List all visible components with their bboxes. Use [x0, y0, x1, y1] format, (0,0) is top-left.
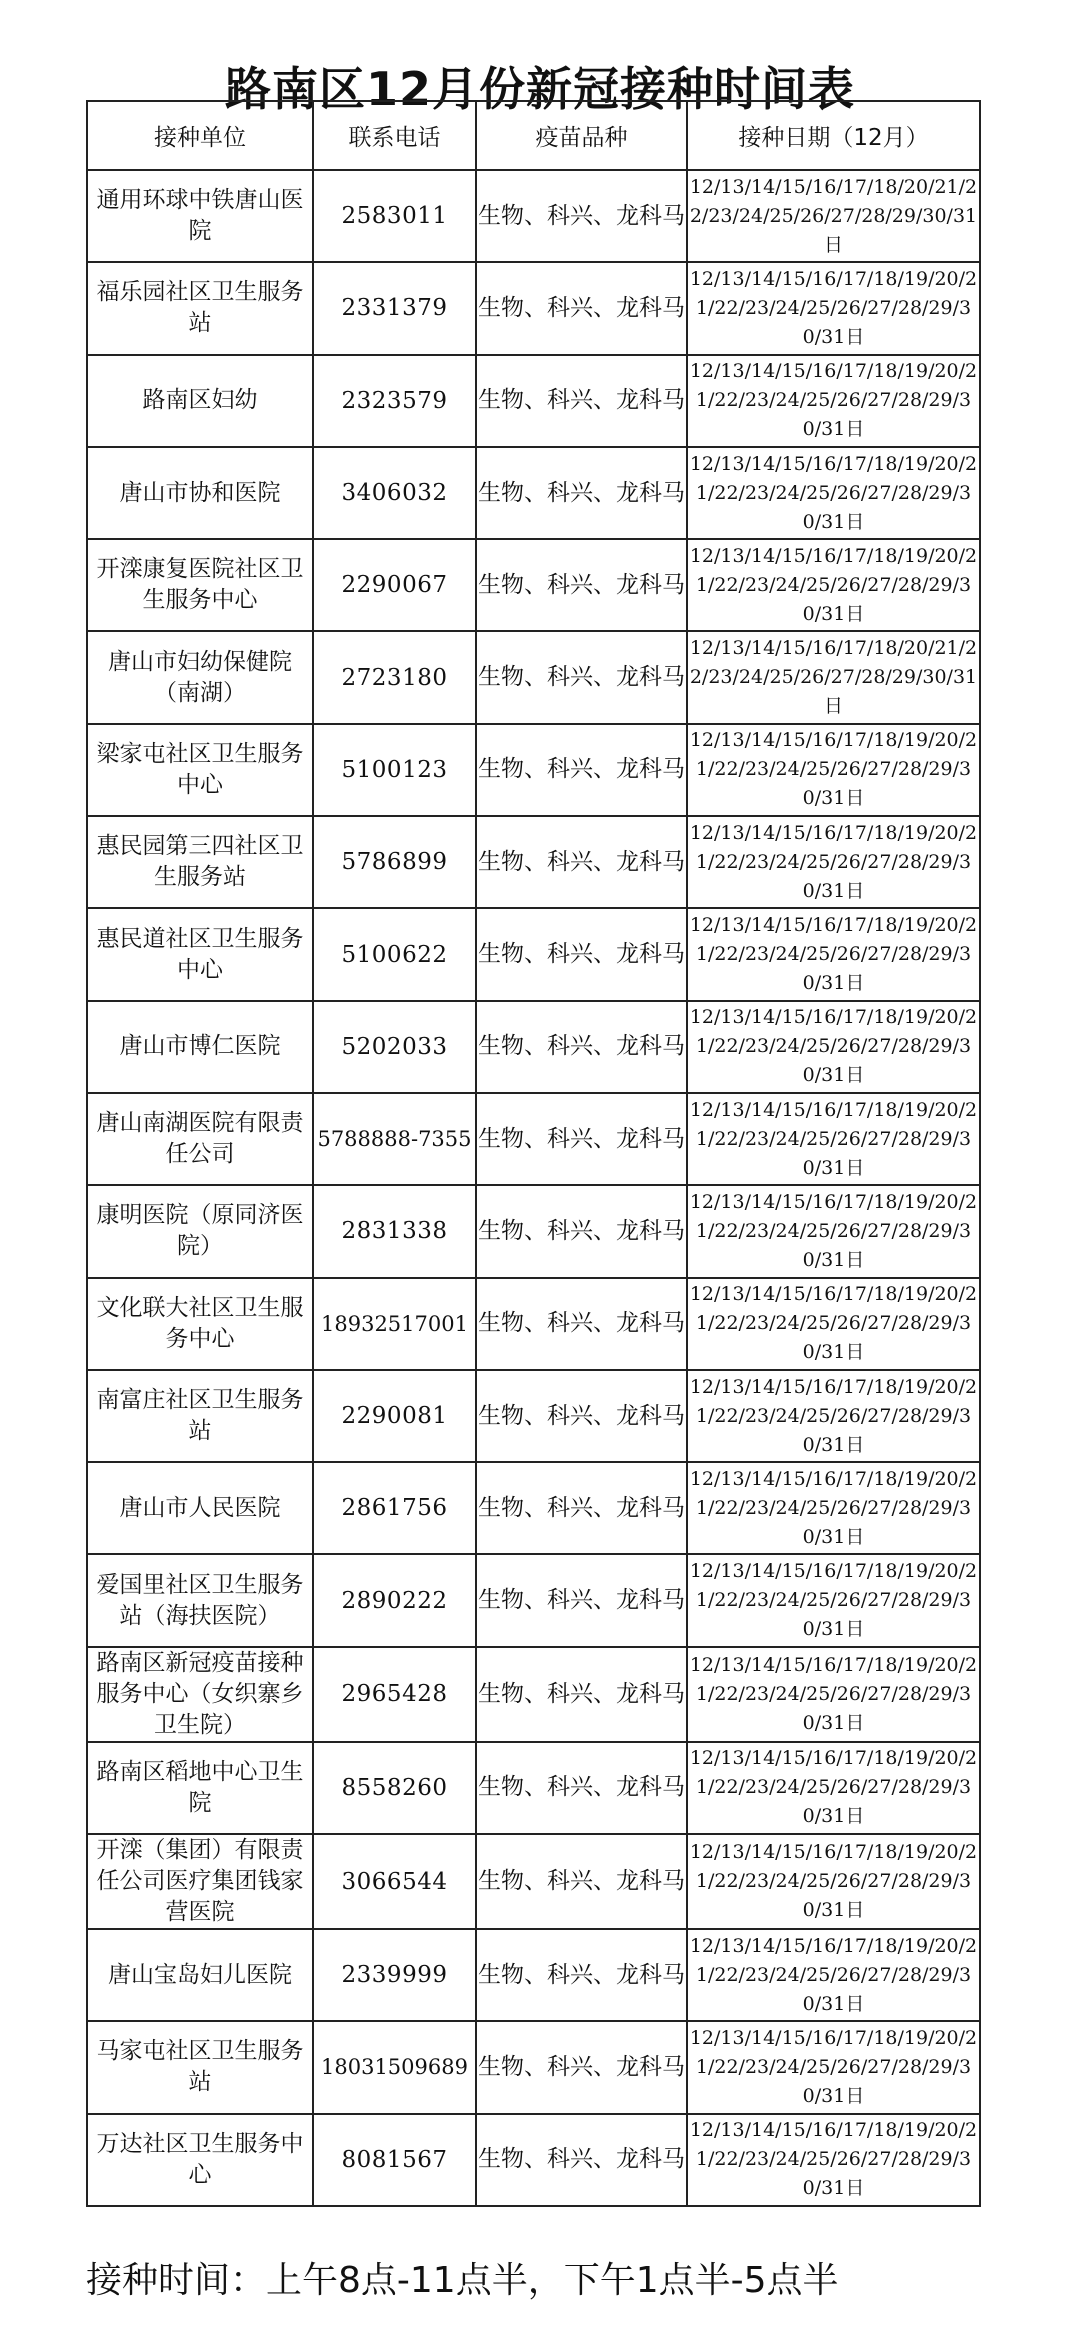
cell-dates: 12/13/14/15/16/17/18/19/20/21/22/23/24/25/26/27/28/29/30/31日: [687, 1834, 980, 1929]
cell-vaccine: 生物、科兴、龙科马: [476, 1554, 687, 1646]
cell-dates: 12/13/14/15/16/17/18/19/20/21/22/23/24/25/26/27/28/29/30/31日: [687, 1278, 980, 1370]
cell-dates: 12/13/14/15/16/17/18/19/20/21/22/23/24/25/26/27/28/29/30/31日: [687, 724, 980, 816]
header-unit: 接种单位: [87, 101, 313, 170]
cell-phone: 2723180: [313, 631, 476, 723]
table-row: [87, 908, 980, 1000]
cell-vaccine: 生物、科兴、龙科马: [476, 1185, 687, 1277]
cell-unit: 唐山市协和医院: [87, 447, 313, 539]
page-title: 路南区12月份新冠接种时间表: [224, 61, 855, 116]
cell-phone: 2331379: [313, 262, 476, 354]
cell-vaccine: 生物、科兴、龙科马: [476, 355, 687, 447]
cell-phone: 18031509689: [313, 2021, 476, 2113]
cell-vaccine: 生物、科兴、龙科马: [476, 2021, 687, 2113]
table-row: [87, 1370, 980, 1462]
cell-phone: 5788888-7355: [313, 1093, 476, 1185]
cell-unit: 开滦康复医院社区卫生服务中心: [87, 539, 313, 631]
cell-unit: 路南区妇幼: [87, 355, 313, 447]
table-row: [87, 1001, 980, 1093]
cell-unit: 通用环球中铁唐山医院: [87, 170, 313, 262]
cell-dates: 12/13/14/15/16/17/18/19/20/21/22/23/24/25/26/27/28/29/30/31日: [687, 2021, 980, 2113]
cell-unit: 路南区新冠疫苗接种服务中心（女织寨乡卫生院）: [87, 1647, 313, 1742]
cell-vaccine: 生物、科兴、龙科马: [476, 539, 687, 631]
cell-phone: 5202033: [313, 1001, 476, 1093]
cell-dates: 12/13/14/15/16/17/18/19/20/21/22/23/24/25/26/27/28/29/30/31日: [687, 1742, 980, 1834]
table-row: [87, 724, 980, 816]
cell-phone: 5100123: [313, 724, 476, 816]
cell-phone: 2323579: [313, 355, 476, 447]
vaccination-schedule-table: [86, 100, 981, 2207]
cell-unit: 康明医院（原同济医院）: [87, 1185, 313, 1277]
cell-unit: 开滦（集团）有限责任公司医疗集团钱家营医院: [87, 1834, 313, 1929]
cell-dates: 12/13/14/15/16/17/18/19/20/21/22/23/24/25/26/27/28/29/30/31日: [687, 908, 980, 1000]
cell-dates: 12/13/14/15/16/17/18/19/20/21/22/23/24/25/26/27/28/29/30/31日: [687, 1370, 980, 1462]
cell-unit: 爱国里社区卫生服务站（海扶医院）: [87, 1554, 313, 1646]
cell-vaccine: 生物、科兴、龙科马: [476, 631, 687, 723]
cell-unit: 路南区稻地中心卫生院: [87, 1742, 313, 1834]
cell-dates: 12/13/14/15/16/17/18/19/20/21/22/23/24/25/26/27/28/29/30/31日: [687, 1093, 980, 1185]
cell-unit: 惠民道社区卫生服务中心: [87, 908, 313, 1000]
cell-dates: 12/13/14/15/16/17/18/19/20/21/22/23/24/25/26/27/28/29/30/31日: [687, 355, 980, 447]
table-row: [87, 2021, 980, 2113]
cell-unit: 唐山市博仁医院: [87, 1001, 313, 1093]
cell-vaccine: 生物、科兴、龙科马: [476, 447, 687, 539]
cell-vaccine: 生物、科兴、龙科马: [476, 1647, 687, 1742]
cell-dates: 12/13/14/15/16/17/18/19/20/21/22/23/24/25/26/27/28/29/30/31日: [687, 1554, 980, 1646]
table-row: [87, 1462, 980, 1554]
cell-dates: 12/13/14/15/16/17/18/19/20/21/22/23/24/25/26/27/28/29/30/31日: [687, 816, 980, 908]
cell-vaccine: 生物、科兴、龙科马: [476, 1462, 687, 1554]
cell-unit: 唐山市人民医院: [87, 1462, 313, 1554]
cell-vaccine: 生物、科兴、龙科马: [476, 1834, 687, 1929]
table-row: [87, 1185, 980, 1277]
cell-vaccine: 生物、科兴、龙科马: [476, 170, 687, 262]
cell-vaccine: 生物、科兴、龙科马: [476, 262, 687, 354]
cell-vaccine: 生物、科兴、龙科马: [476, 1001, 687, 1093]
cell-phone: 2965428: [313, 1647, 476, 1742]
cell-dates: 12/13/14/15/16/17/18/19/20/21/22/23/24/25/26/27/28/29/30/31日: [687, 1185, 980, 1277]
cell-unit: 文化联大社区卫生服务中心: [87, 1278, 313, 1370]
cell-phone: 2339999: [313, 1929, 476, 2021]
table-row: [87, 2114, 980, 2206]
cell-vaccine: 生物、科兴、龙科马: [476, 1093, 687, 1185]
vaccination-hours-note: 接种时间：上午8点-11点半，下午1点半-5点半: [86, 2260, 839, 2301]
cell-phone: 2583011: [313, 170, 476, 262]
cell-phone: 8558260: [313, 1742, 476, 1834]
cell-phone: 2831338: [313, 1185, 476, 1277]
cell-dates: 12/13/14/15/16/17/18/19/20/21/22/23/24/25/26/27/28/29/30/31日: [687, 1001, 980, 1093]
cell-unit: 南富庄社区卫生服务站: [87, 1370, 313, 1462]
cell-dates: 12/13/14/15/16/17/18/19/20/21/22/23/24/25/26/27/28/29/30/31日: [687, 2114, 980, 2206]
cell-vaccine: 生物、科兴、龙科马: [476, 2114, 687, 2206]
cell-phone: 2890222: [313, 1554, 476, 1646]
cell-dates: 12/13/14/15/16/17/18/19/20/21/22/23/24/25/26/27/28/29/30/31日: [687, 1462, 980, 1554]
cell-phone: 2290081: [313, 1370, 476, 1462]
cell-unit: 福乐园社区卫生服务站: [87, 262, 313, 354]
header-vaccine: 疫苗品种: [476, 101, 687, 170]
cell-phone: 3406032: [313, 447, 476, 539]
cell-unit: 梁家屯社区卫生服务中心: [87, 724, 313, 816]
table-row: [87, 816, 980, 908]
header-phone: 联系电话: [313, 101, 476, 170]
cell-phone: 2861756: [313, 1462, 476, 1554]
table-row: [87, 631, 980, 723]
cell-dates: 12/13/14/15/16/17/18/19/20/21/22/23/24/25/26/27/28/29/30/31日: [687, 447, 980, 539]
cell-dates: 12/13/14/15/16/17/18/19/20/21/22/23/24/25/26/27/28/29/30/31日: [687, 262, 980, 354]
cell-vaccine: 生物、科兴、龙科马: [476, 1742, 687, 1834]
cell-vaccine: 生物、科兴、龙科马: [476, 1370, 687, 1462]
table-row: [87, 262, 980, 354]
cell-unit: 惠民园第三四社区卫生服务站: [87, 816, 313, 908]
table-header-row: [87, 101, 980, 170]
cell-vaccine: 生物、科兴、龙科马: [476, 1278, 687, 1370]
table-row: [87, 170, 980, 262]
cell-unit: 万达社区卫生服务中心: [87, 2114, 313, 2206]
cell-dates: 12/13/14/15/16/17/18/20/21/22/23/24/25/26/27/28/29/30/31日: [687, 170, 980, 262]
cell-unit: 马家屯社区卫生服务站: [87, 2021, 313, 2113]
cell-phone: 18932517001: [313, 1278, 476, 1370]
table-row: [87, 1742, 980, 1834]
table-row: [87, 1554, 980, 1646]
cell-unit: 唐山宝岛妇儿医院: [87, 1929, 313, 2021]
cell-phone: 2290067: [313, 539, 476, 631]
cell-unit: 唐山南湖医院有限责任公司: [87, 1093, 313, 1185]
cell-vaccine: 生物、科兴、龙科马: [476, 908, 687, 1000]
table-row: [87, 1929, 980, 2021]
cell-dates: 12/13/14/15/16/17/18/19/20/21/22/23/24/25/26/27/28/29/30/31日: [687, 539, 980, 631]
cell-unit: 唐山市妇幼保健院（南湖）: [87, 631, 313, 723]
table-row: [87, 539, 980, 631]
cell-vaccine: 生物、科兴、龙科马: [476, 724, 687, 816]
cell-dates: 12/13/14/15/16/17/18/19/20/21/22/23/24/25/26/27/28/29/30/31日: [687, 1929, 980, 2021]
table-row: [87, 1093, 980, 1185]
table-row: [87, 1278, 980, 1370]
cell-phone: 5100622: [313, 908, 476, 1000]
table-row: [87, 1834, 980, 1929]
cell-vaccine: 生物、科兴、龙科马: [476, 816, 687, 908]
cell-dates: 12/13/14/15/16/17/18/20/21/22/23/24/25/26/27/28/29/30/31日: [687, 631, 980, 723]
cell-phone: 8081567: [313, 2114, 476, 2206]
cell-phone: 3066544: [313, 1834, 476, 1929]
cell-phone: 5786899: [313, 816, 476, 908]
table-row: [87, 1647, 980, 1742]
header-dates: 接种日期（12月）: [687, 101, 980, 170]
cell-dates: 12/13/14/15/16/17/18/19/20/21/22/23/24/25/26/27/28/29/30/31日: [687, 1647, 980, 1742]
cell-vaccine: 生物、科兴、龙科马: [476, 1929, 687, 2021]
table-row: [87, 447, 980, 539]
table-row: [87, 355, 980, 447]
